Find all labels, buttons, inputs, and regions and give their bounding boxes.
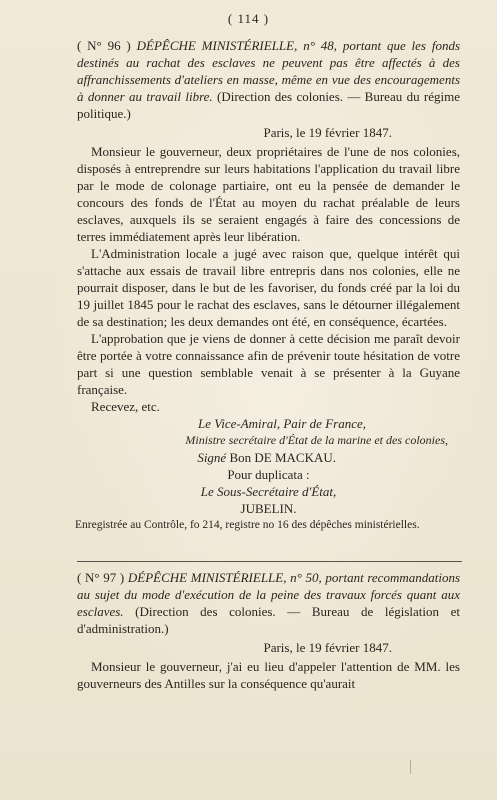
dispatch-96-date: Paris, le 19 février 1847. <box>263 125 392 140</box>
dispatch-96-paragraph-1: Monsieur le gouverneur, deux propriétaires de l'une de nos colonies, disposés à entreprendre sur leurs habitations l'application du travail libre par le mode de colonage partiaire, ont eu la pensée de demander le concours des fonds de l'État au moyen du rachat préalable de leurs esclaves, auxquels ils se seraient engagés à faire des concessions de terres immédiatement après leur libération. <box>77 144 460 244</box>
dispatch-96 <box>77 37 460 534</box>
signature-name <box>77 449 460 466</box>
dispatch-96-number: ( N° 96 ) <box>77 38 131 53</box>
duplicata-name: JUBELIN. <box>240 501 297 516</box>
dispatch-97-number: ( N° 97 ) <box>77 570 125 585</box>
dispatch-96-title: DÉPÊCHE MINISTÉRIELLE, n° 48, portant que les fonds destinés au rachat des esclaves ne peuvent pas être affectés à des affranchissements d'ateliers en masse, même en vue des encouragements à donner au travail libre. <box>77 38 461 104</box>
dispatch-96-paragraph-3: L'approbation que je viens de donner à cette décision me paraît devoir être portée à votre connaissance afin de prévenir toute hésitation de votre part si une question semblable venait à se présenter à la Guyane française. <box>77 331 460 397</box>
dispatch-97-paragraph-1: Monsieur le gouverneur, j'ai eu lieu d'appeler l'attention de MM. les gouverneurs des Antilles sur la conséquence qu'aurait <box>77 659 460 691</box>
dispatch-97-date: Paris, le 19 février 1847. <box>263 640 392 655</box>
dispatch-96-heading <box>77 37 460 122</box>
dispatch-96-closing: Recevez, etc. <box>91 399 160 414</box>
registration-note: Enregistrée au Contrôle, fo 214, registre no 16 des dépêches ministérielles. <box>75 519 420 531</box>
dispatch-97 <box>77 569 460 692</box>
margin-mark <box>410 760 411 774</box>
signature-minister: Bon DE MACKAU. <box>229 450 336 465</box>
duplicata-title: Le Sous-Secrétaire d'État, <box>200 484 337 499</box>
signature-office: Ministre secrétaire d'État de la marine et des colonies, <box>185 433 448 447</box>
signature-prefix: Signé <box>197 450 227 465</box>
signature-rank: Le Vice-Amiral, Pair de France, <box>198 416 366 431</box>
dispatch-97-source: (Direction des colonies. — Bureau de législation et d'administration.) <box>77 604 460 636</box>
dispatch-96-paragraph-2: L'Administration locale a jugé avec raison que, quelque intérêt qui s'attache aux essais de travail libre entrepris dans nos colonies, elle ne pourrait disposer, dans le but de les favoriser, du fonds créé par la loi du 19 juillet 1845 pour le rachat des esclaves, sans le détourner illégalement de sa destination; les deux demandes ont été, en conséquence, écartées. <box>77 246 460 329</box>
page-number: ( 114 ) <box>227 11 270 26</box>
dispatch-96-source: (Direction des colonies. — Bureau du régime politique.) <box>77 89 460 121</box>
duplicata-label: Pour duplicata : <box>227 467 310 482</box>
section-divider <box>77 561 462 562</box>
dispatch-97-heading <box>77 569 460 637</box>
dispatch-97-title: DÉPÊCHE MINISTÉRIELLE, n° 50, portant recommandations au sujet du mode d'exécution de la peine des travaux forcés quant aux esclaves. <box>77 570 461 619</box>
